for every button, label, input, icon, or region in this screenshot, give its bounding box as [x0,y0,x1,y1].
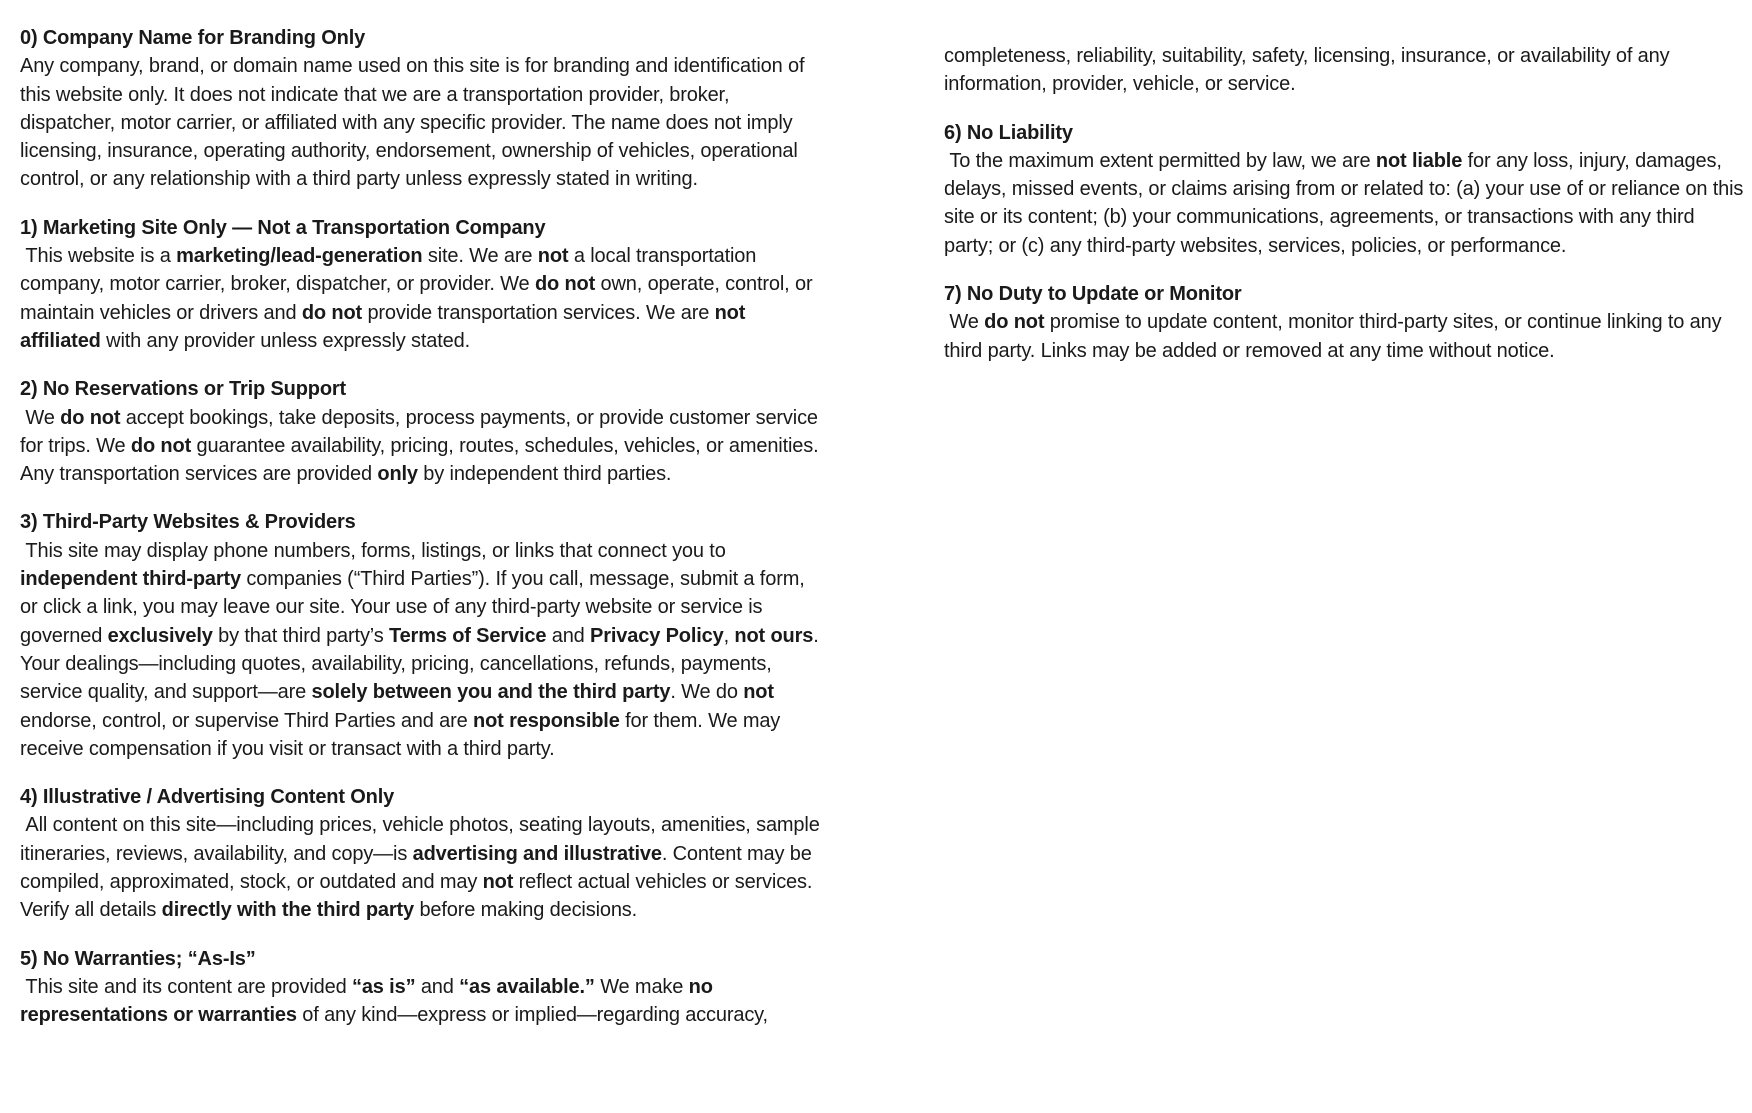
bold-text-run: “as is” [351,975,416,998]
text-run: and [546,624,591,647]
text-run: guarantee availability, pricing, routes, schedules, vehicles, or amenities. Any transportation services are provided [20,434,823,486]
section-heading: 3) Third-Party Websites & Providers [20,511,356,534]
bold-text-run: no representations or warranties [20,975,719,1027]
disclaimer-section [20,945,821,1030]
text-run: We make [594,975,689,998]
section-paragraph [20,242,821,355]
section-paragraph [944,147,1749,260]
text-run: , [723,624,735,647]
text-run: own, operate, control, or maintain vehicles or drivers and [20,273,818,324]
text-run: completeness, reliability, suitability, safety, licensing, insurance, or availability of any information, provider, vehicle, or service. [944,45,1675,96]
text-run: and [415,975,460,998]
text-run: reflect actual vehicles or services. Verify all details [20,871,818,922]
text-run: companies (“Third Parties”). If you call, message, submit a form, or click a link, you may leave our site. Your use of any third-party website or service is governed [20,568,811,647]
bold-text-run: exclusively [107,624,213,647]
disclaimer-section [944,280,1745,365]
disclaimer-section [944,119,1749,260]
text-run: . Your dealings—including quotes, availability, pricing, cancellations, refunds, payments, service quality, and support—are [20,624,824,704]
text-run: site. We are [422,245,538,268]
section-heading: 6) No Liability [944,121,1073,144]
text-column-left [20,24,826,1050]
text-run: before making decisions. [414,899,638,922]
text-run: by that third party’s [212,624,389,647]
bold-text-run: not affiliated [20,301,751,352]
text-run: We [20,406,61,429]
section-heading: 4) Illustrative / Advertising Content Only [20,786,395,809]
bold-text-run: advertising and illustrative [412,842,662,865]
bold-text-run: do not [984,311,1045,334]
section-paragraph [944,42,1745,99]
text-run: promise to update content, monitor third-party sites, or continue linking to any third party. Links may be added or removed at any time without notice. [944,311,1727,362]
text-run: provide transportation services. We are [362,301,715,324]
bold-text-run: do not [301,301,363,324]
bold-text-run: not liable [1375,149,1463,172]
text-run: by independent third parties. [417,463,672,486]
disclaimer-section [20,508,824,763]
bold-text-run: solely between you and the third party [311,681,671,704]
section-heading: 2) No Reservations or Trip Support [20,378,347,401]
text-run: a local transportation company, motor carrier, broker, dispatcher, or provider. We [20,245,762,296]
bold-text-run: not ours [734,624,814,647]
text-run: We [944,311,985,334]
text-run: This site and its content are provided [20,975,352,998]
text-run: . Content may be compiled, approximated, stock, or outdated and may [20,842,818,894]
text-run: This site may display phone numbers, forms, listings, or links that connect you to [20,539,732,562]
bold-text-run: “as available.” [459,975,595,998]
section-heading: 0) Company Name for Branding Only [20,27,366,49]
bold-text-run: do not [60,406,121,429]
text-run: with any provider unless expressly stated. [100,329,471,352]
section-paragraph [20,52,821,193]
bold-text-run: independent third-party [20,568,241,591]
bold-text-run: not [537,245,569,268]
disclaimer-section [20,214,821,355]
text-run: . We do [670,681,744,704]
section-paragraph [20,537,824,763]
section-paragraph [20,973,821,1030]
section-paragraph [20,404,824,489]
section-paragraph [944,308,1745,365]
bold-text-run: do not [534,273,596,296]
text-run: for any loss, injury, damages, delays, missed events, or claims arising from or related to: (a) your use of or reliance on this site or its content; (b) your communications, agreements, or transactions with any third party; or (c) any third-party websites, services, policies, or performance. [944,149,1749,257]
bold-text-run: not responsible [473,709,620,732]
bold-text-run: only [377,463,418,486]
text-run: endorse, control, or supervise Third Parties and are [20,681,780,732]
bold-text-run: marketing/lead-generation [176,245,423,268]
text-column-right [944,24,1749,1050]
text-run: This website is a [20,245,177,268]
bold-text-run: directly with the third party [161,899,415,922]
disclaimer-section [20,783,826,924]
disclaimer-section [20,375,824,488]
section-heading: 7) No Duty to Update or Monitor [944,283,1242,306]
text-run: All content on this site—including prices, vehicle photos, seating layouts, amenities, sample itineraries, reviews, availability, and copy—is [20,814,826,865]
text-run: Any company, brand, or domain name used on this site is for branding and identification of this website only. It does not indicate that we are a transportation provider, broker, dispatcher, motor carrier, or affiliated with any specific provider. The name does not imply licensing, insurance, operating authority, endorsement, ownership of vehicles, operational control, or any relationship with a third party unless expressly stated in writing. [20,55,810,191]
text-run: accept bookings, take deposits, process payments, or provide customer service for trips. We [20,406,824,457]
section-heading: 1) Marketing Site Only — Not a Transportation Company [20,216,546,239]
bold-text-run: do not [130,434,192,457]
bold-text-run: not [743,681,774,704]
section-heading: 5) No Warranties; “As-Is” [20,947,256,970]
bold-text-run: Terms of Service [389,624,547,647]
disclaimer-section [20,24,821,194]
text-run: To the maximum extent permitted by law, we are [944,149,1376,172]
disclaimer-continuation-paragraph [944,42,1745,99]
text-run: for them. We may receive compensation if you visit or transact with a third party. [20,709,786,760]
bold-text-run: Privacy Policy [590,624,724,647]
bold-text-run: not [482,871,514,894]
text-run: of any kind—express or implied—regarding accuracy, [296,1004,768,1027]
section-paragraph [20,811,826,924]
